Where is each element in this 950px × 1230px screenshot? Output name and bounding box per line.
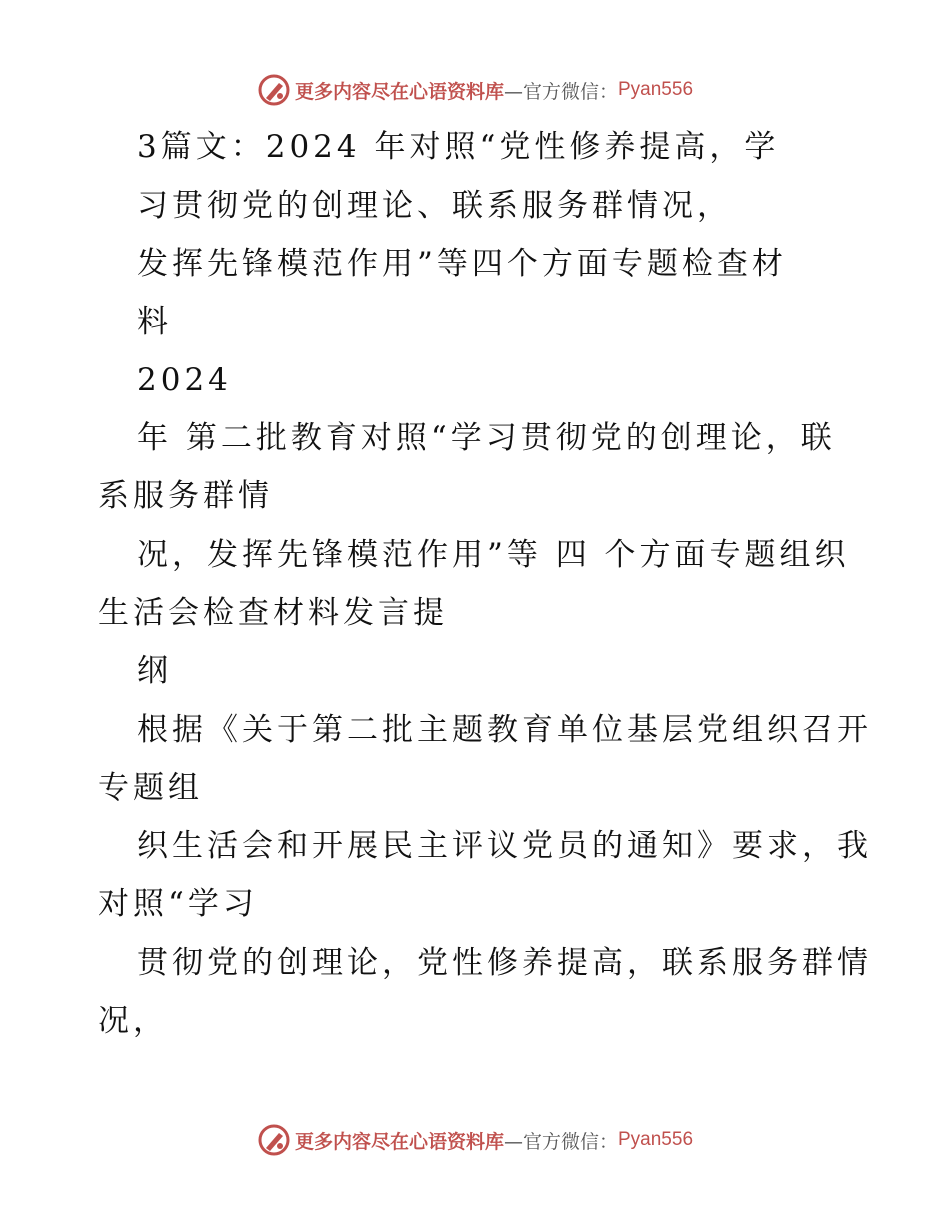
banner-sub-text: —官方微信： [503, 1130, 618, 1153]
doc-line-6: 年 第二批教育对照“学习贯彻党的创理论，联 [137, 420, 836, 456]
banner-wechat-id: Pyan556 [618, 1129, 694, 1150]
doc-line-9: 生活会检查材料发言提 [98, 595, 448, 631]
pen-logo-icon [257, 1123, 291, 1157]
banner-wechat-id: Pyan556 [618, 79, 694, 100]
doc-line-15: 贯彻党的创理论，党性修养提高，联系服务群情 [137, 945, 872, 981]
doc-line-11: 根据《关于第二批主题教育单位基层党组织召开 [137, 712, 872, 748]
doc-line-16: 况， [98, 1003, 168, 1039]
banner-main-text: 更多内容尽在心语资料库 [294, 1130, 504, 1153]
doc-line-10: 纲 [137, 653, 172, 689]
doc-line-2: 习贯彻党的创理论、联系服务群情况， [137, 188, 732, 224]
banner-sub-text: —官方微信： [503, 80, 618, 103]
watermark-banner-top [0, 70, 950, 110]
doc-line-7: 系服务群情 [98, 478, 273, 514]
watermark-banner-bottom [0, 1120, 950, 1160]
pen-logo-icon [257, 73, 291, 107]
doc-line-14: 对照“学习 [98, 886, 258, 922]
doc-line-13: 织生活会和开展民主评议党员的通知》要求，我 [137, 828, 872, 864]
doc-line-1: 3篇文：2024 年对照“党性修养提高，学 [137, 129, 780, 165]
doc-line-8: 况，发挥先锋模范作用”等 四 个方面专题组织 [137, 537, 850, 573]
doc-line-4: 料 [137, 304, 172, 340]
doc-line-5: 2024 [137, 362, 232, 398]
doc-line-12: 专题组 [98, 770, 203, 806]
banner-main-text: 更多内容尽在心语资料库 [294, 80, 504, 103]
doc-line-3: 发挥先锋模范作用”等四个方面专题检查材 [137, 246, 787, 282]
